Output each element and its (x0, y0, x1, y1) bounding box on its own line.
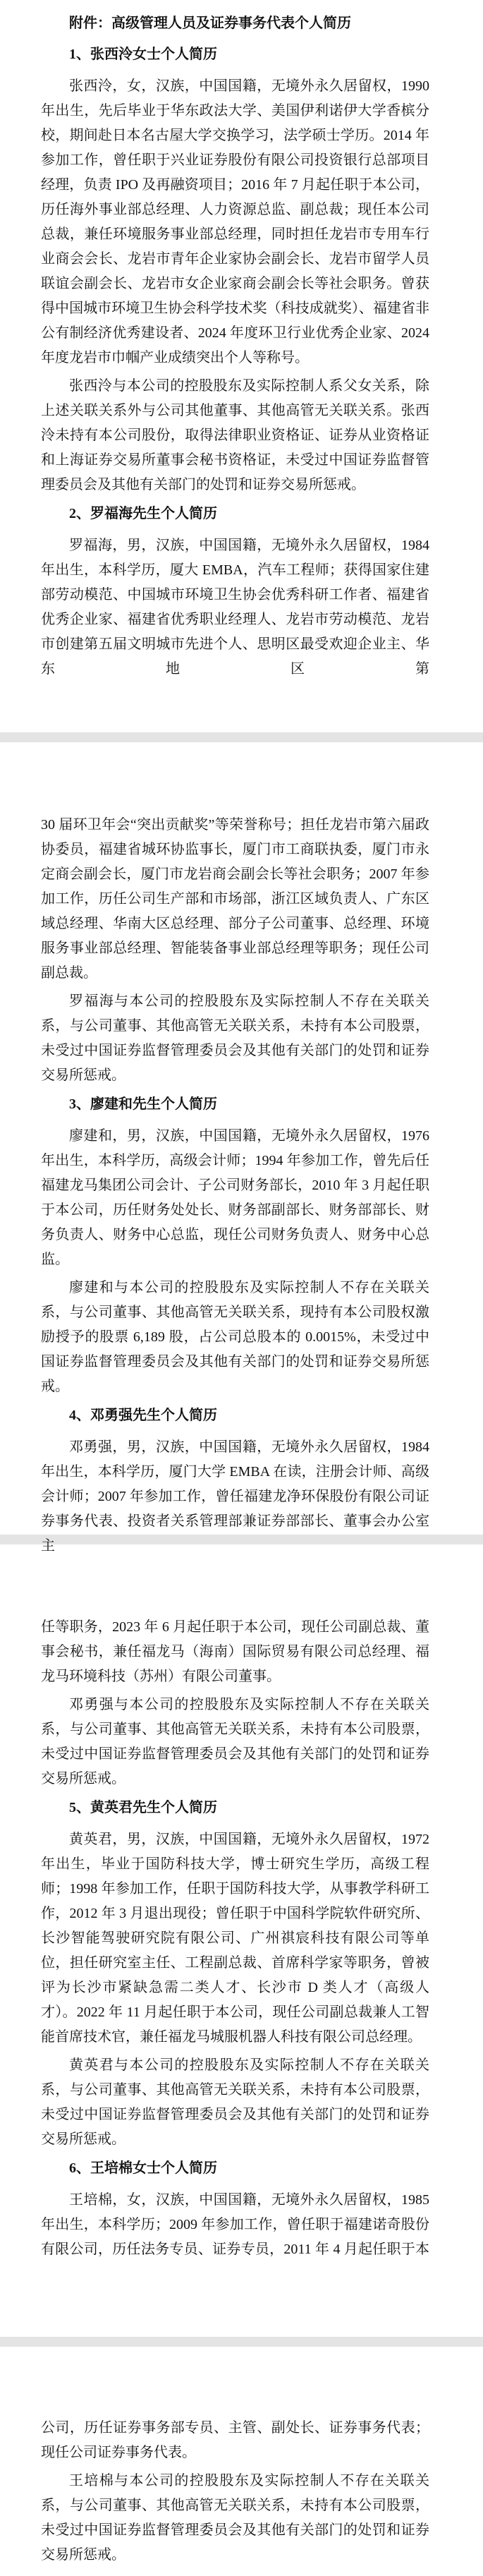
relation-paragraph: 罗福海与本公司的控股股东及实际控制人不存在关联关系，与公司董事、其他高管无关联关系，未持有本公司股票，未受过中国证券监督管理委员会及其他有关部门的处罚和证券交易所惩戒。 (41, 993, 429, 1083)
bio-paragraph: 邓勇强，男，汉族，中国国籍，无境外永久居留权，1984 年出生，本科学历，厦门大学 EMBA 在读，注册会计师、高级会计师；2007 年参加工作，曾任福建龙净环保股份有限公司证券事务代表、投资者关系管理部兼证券部部长、董事会办公室主 (41, 1439, 429, 1554)
relation-paragraph: 廖建和与本公司的控股股东及实际控制人不存在关联关系，与公司董事、其他高管无关联关系，现持有本公司股权激励授予的股票 6,189 股，占公司总股本的 0.0015%，未受过中国证券监督管理委员会及其他有关部门的处罚和证券交易所惩戒。 (41, 1280, 429, 1394)
document-title: 附件：高级管理人员及证券事务代表个人简历 (69, 16, 351, 31)
document-page-2 (41, 813, 429, 1559)
bio-paragraph-continued: 公司，历任证券事务部专员、主管、副处长、证券事务代表；现任公司证券事务代表。 (41, 2420, 429, 2460)
section-heading: 2、罗福海先生个人简历 (69, 506, 217, 521)
relation-paragraph: 邓勇强与本公司的控股股东及实际控制人不存在关联关系，与公司董事、其他高管无关联关系，未持有本公司股票，未受过中国证券监督管理委员会及其他有关部门的处罚和证券交易所惩戒。 (41, 1697, 429, 1786)
section-heading: 5、黄英君先生个人简历 (69, 1800, 217, 1815)
relation-paragraph: 黄英君与本公司的控股股东及实际控制人不存在关联关系，与公司董事、其他高管无关联关系，未持有本公司股票，未受过中国证券监督管理委员会及其他有关部门的处罚和证券交易所惩戒。 (41, 2057, 429, 2147)
bio-paragraph: 黄英君，男，汉族，中国国籍，无境外永久居留权，1972 年出生，毕业于国防科技大学，博士研究生学历，高级工程师；1998 年参加工作，任职于国防科技大学，从事教学科研工作，2012 年 3 月退出现役；曾任职于中国科学院软件研究所、长沙智能驾驶研究院有限公司、广州祺宸科技有限公司等单位，担任研究室主任、工程副总裁、首席科学家等职务，曾被评为长沙市紧缺急需二类人才、长沙市 D 类人才（高级人才）。2022 年 11 月起任职于本公司，现任公司副总裁兼人工智能首席技术官，兼任福龙马城服机器人科技有限公司总经理。 (41, 1832, 429, 2045)
bio-paragraph: 张西泠，女，汉族，中国国籍，无境外永久居留权，1990 年出生，先后毕业于华东政法大学、美国伊利诺伊大学香槟分校，期间赴日本名古屋大学交换学习，法学硕士学历。2014 年参加工作，曾任职于兴业证券股份有限公司投资银行总部项目经理，负责 IPO 及再融资项目；2016 年 7 月起任职于本公司，历任海外事业部总经理、人力资源总监、副总裁；现任本公司总裁，兼任环境服务事业部总经理，同时担任龙岩市专用车行业商会会长、龙岩市青年企业家协会副会长、龙岩市留学人员联谊会副会长、龙岩市女企业家商会副会长等社会职务。曾获得中国城市环境卫生协会科学技术奖（科技成就奖）、福建省非公有制经济优秀建设者、2024 年度环卫行业优秀企业家、2024 年度龙岩市巾帼产业成绩突出个人等称号。 (41, 78, 429, 365)
section-heading: 1、张西泠女士个人简历 (69, 47, 217, 62)
relation-paragraph: 王培棉与本公司的控股股东及实际控制人不存在关联关系，与公司董事、其他高管无关联关系，未持有本公司股票，未受过中国证券监督管理委员会及其他有关部门的处罚和证券交易所惩戒。 (41, 2473, 429, 2563)
relation-paragraph: 张西泠与本公司的控股股东及实际控制人系父女关系，除上述关联关系外与公司其他董事、其他高管无关联关系。张西泠未持有本公司股份，取得法律职业资格证、证券从业资格证和上海证券交易所董事会秘书资格证，未受过中国证券监督管理委员会及其他有关部门的处罚和证券交易所惩戒。 (41, 378, 429, 492)
section-heading: 3、廖建和先生个人简历 (69, 1096, 217, 1112)
bio-paragraph: 王培棉，女，汉族，中国国籍，无境外永久居留权，1985 年出生，本科学历；2009 年参加工作，曾任职于福建诺奇股份有限公司，历任法务专员、证券专员，2011 年 4 月起任职于本 (41, 2192, 429, 2257)
section-heading: 4、邓勇强先生个人简历 (69, 1408, 217, 1423)
page-separator (0, 2337, 483, 2347)
document-page-3 (41, 1615, 429, 2262)
bio-paragraph: 罗福海，男，汉族，中国国籍，无境外永久居留权，1984 年出生，本科学历，厦大 EMBA，汽车工程师；获得国家住建部劳动模范、中国城市环境卫生协会优秀科研工作者、福建省优秀企业家、福建省优秀职业经理人、龙岩市劳动模范、龙岩市创建第五届文明城市先进个人、思明区最受欢迎企业主、华东地区第 (41, 538, 429, 677)
bio-paragraph-continued: 任等职务，2023 年 6 月起任职于本公司，现任公司副总裁、董事会秘书，兼任福龙马（海南）国际贸易有限公司总经理、福龙马环境科技（苏州）有限公司董事。 (41, 1619, 429, 1684)
bio-paragraph: 廖建和，男，汉族，中国国籍，无境外永久居留权，1976 年出生，本科学历，高级会计师；1994 年参加工作，曾先后任福建龙马集团公司会计、子公司财务部长，2010 年 3 月起任职于本公司，历任财务处处长、财务部副部长、财务部部长、财务负责人、财务中心总监，现任公司财务负责人、财务中心总监。 (41, 1128, 429, 1267)
section-heading: 6、王培棉女士个人简历 (69, 2160, 217, 2176)
document-page-1 (41, 11, 429, 682)
document-page-4 (41, 2416, 429, 2571)
page-separator (0, 732, 483, 742)
bio-paragraph-continued: 30 届环卫年会“突出贡献奖”等荣誉称号；担任龙岩市第六届政协委员，福建省城环协监事长，厦门市工商联执委，厦门市永定商会副会长，厦门市龙岩商会副会长等社会职务；2007 年参加工作，历任公司生产部和市场部，浙江区域负责人、广东区域总经理、华南大区总经理、部分子公司董事、总经理、环境服务事业部总经理、智能装备事业部总经理等职务；现任公司副总裁。 (41, 817, 429, 981)
